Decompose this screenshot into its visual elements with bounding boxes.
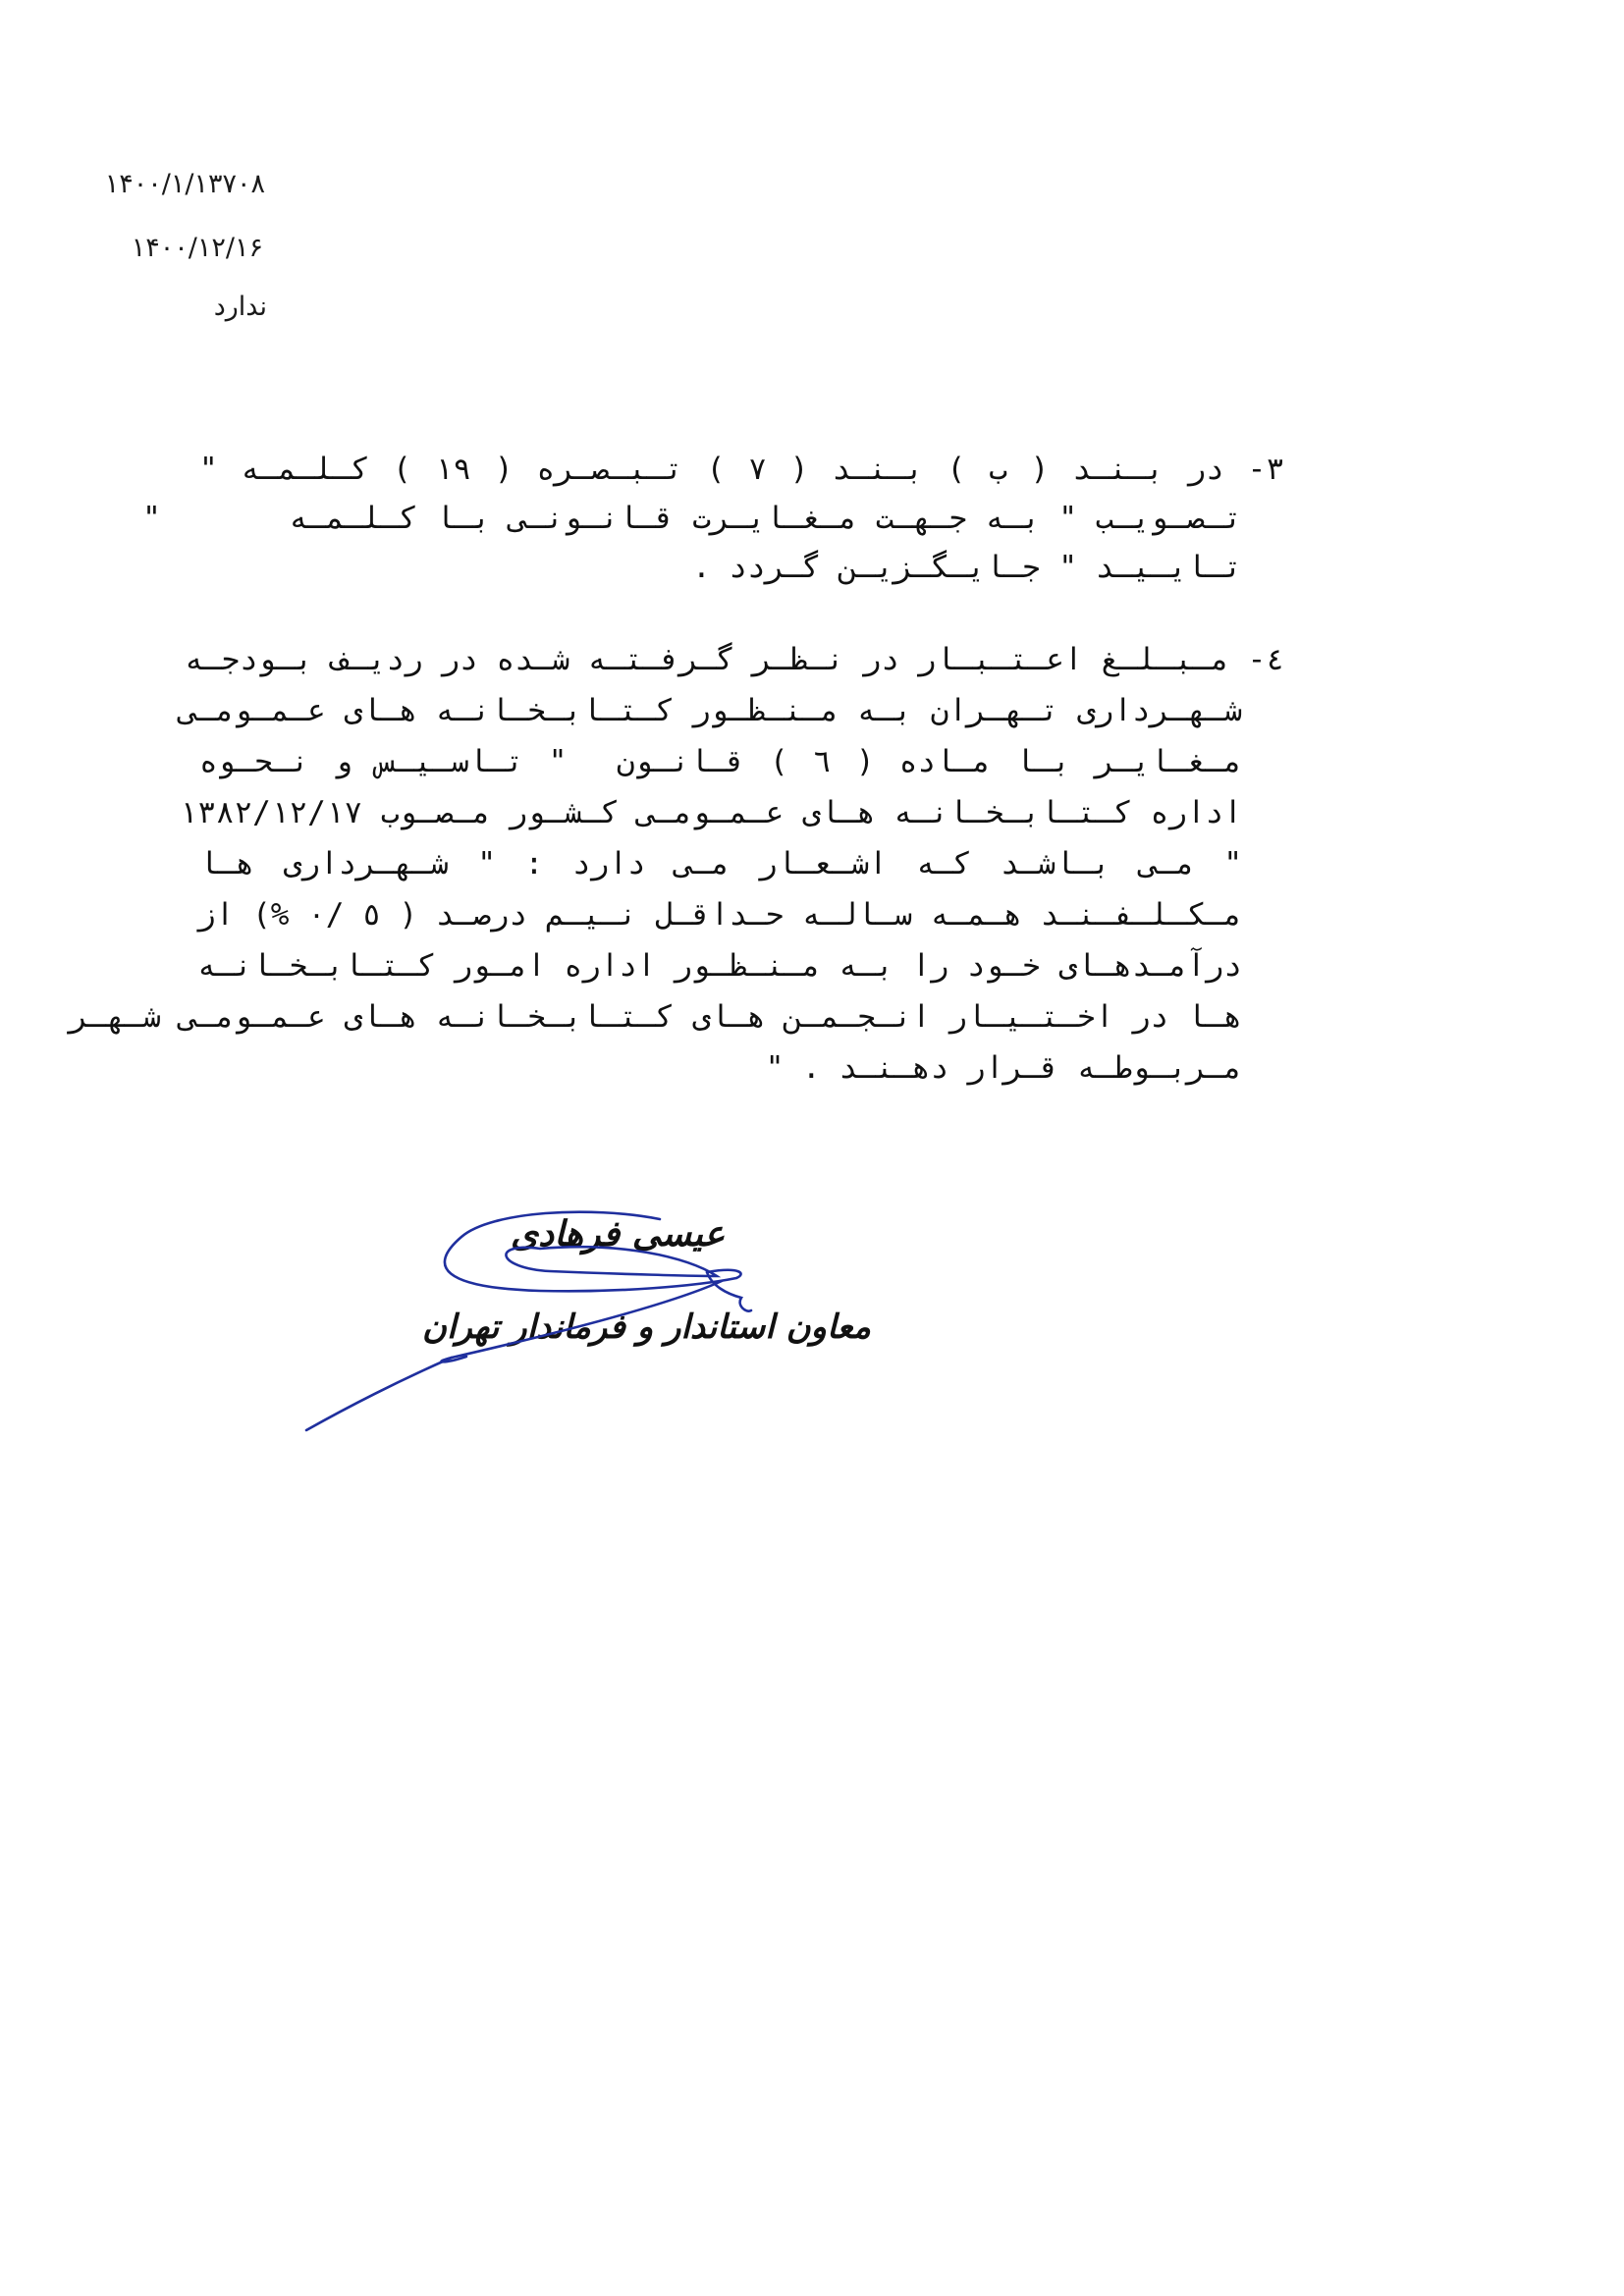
letter-attachment: ندارد <box>213 292 267 322</box>
paragraph-3-line: تـصـویـب " بـه جـهـت مـغـایـرت قـانـونـی بـا کـلـمـه " <box>142 501 1242 536</box>
paragraph-4-line: درآمـدهـای خـود را بـه مـنـظـور اداره امـور کـتـابـخـانـه <box>197 948 1242 984</box>
letter-date: ۱۴۰۰/۱۲/۱۶ <box>131 233 263 263</box>
signature-block <box>295 1198 871 1453</box>
paragraph-4-line: شـهـرداری تـهـران بـه مـنـظـور کـتـابـخـانـه هـای عـمـومـی <box>179 693 1242 728</box>
signature-scribble <box>295 1198 785 1453</box>
paragraph-4-line: اداره کـتـابـخـانـه هـای عـمـومـی کـشـور مـصـوب ۱۳۸۲/۱۲/۱۷ <box>179 795 1242 830</box>
paragraph-4-line: مـکـلـفـنـد هـمـه سـالـه حـداقـل نـیـم درصـد ( ٥ /۰ %) از <box>197 897 1242 933</box>
paragraph-4-line: مـغـایـر بـا مـاده ( ٦ ) قـانـون " تـاسـیـس و نـحـوه <box>199 744 1242 779</box>
paragraph-4-line: " مـی بـاشـد کـه اشـعـار مـی دارد : " شـهـرداری هـا <box>199 846 1242 881</box>
paragraph-4-line: هـا در اخـتـیـار انـجـمـن هـای کـتـابـخـانـه هـای عـمـومـی شـهـر <box>69 999 1242 1035</box>
signer-name: عیسی فرهادی <box>511 1213 726 1255</box>
letter-number: ۱۴۰۰/۱/۱۳۷۰۸ <box>104 169 265 199</box>
paragraph-3-line: تـایـیـد " جـایـگـزیـن گـردد . <box>692 550 1242 585</box>
paragraph-4-line: مـربـوطـه قـرار دهـنـد . " <box>765 1050 1242 1086</box>
signer-title: معاون استاندار و فرماندار تهران <box>422 1308 871 1347</box>
paragraph-3-line: ۳- در بـنـد ( ب ) بـنـد ( ۷ ) تـبـصـره ( ۱۹ ) کـلـمـه " <box>199 452 1285 487</box>
paragraph-4-line: ٤- مـبـلـغ اعـتـبـار در نـظـر گـرفـتـه شـده در ردیـف بـودجـه <box>185 642 1284 677</box>
